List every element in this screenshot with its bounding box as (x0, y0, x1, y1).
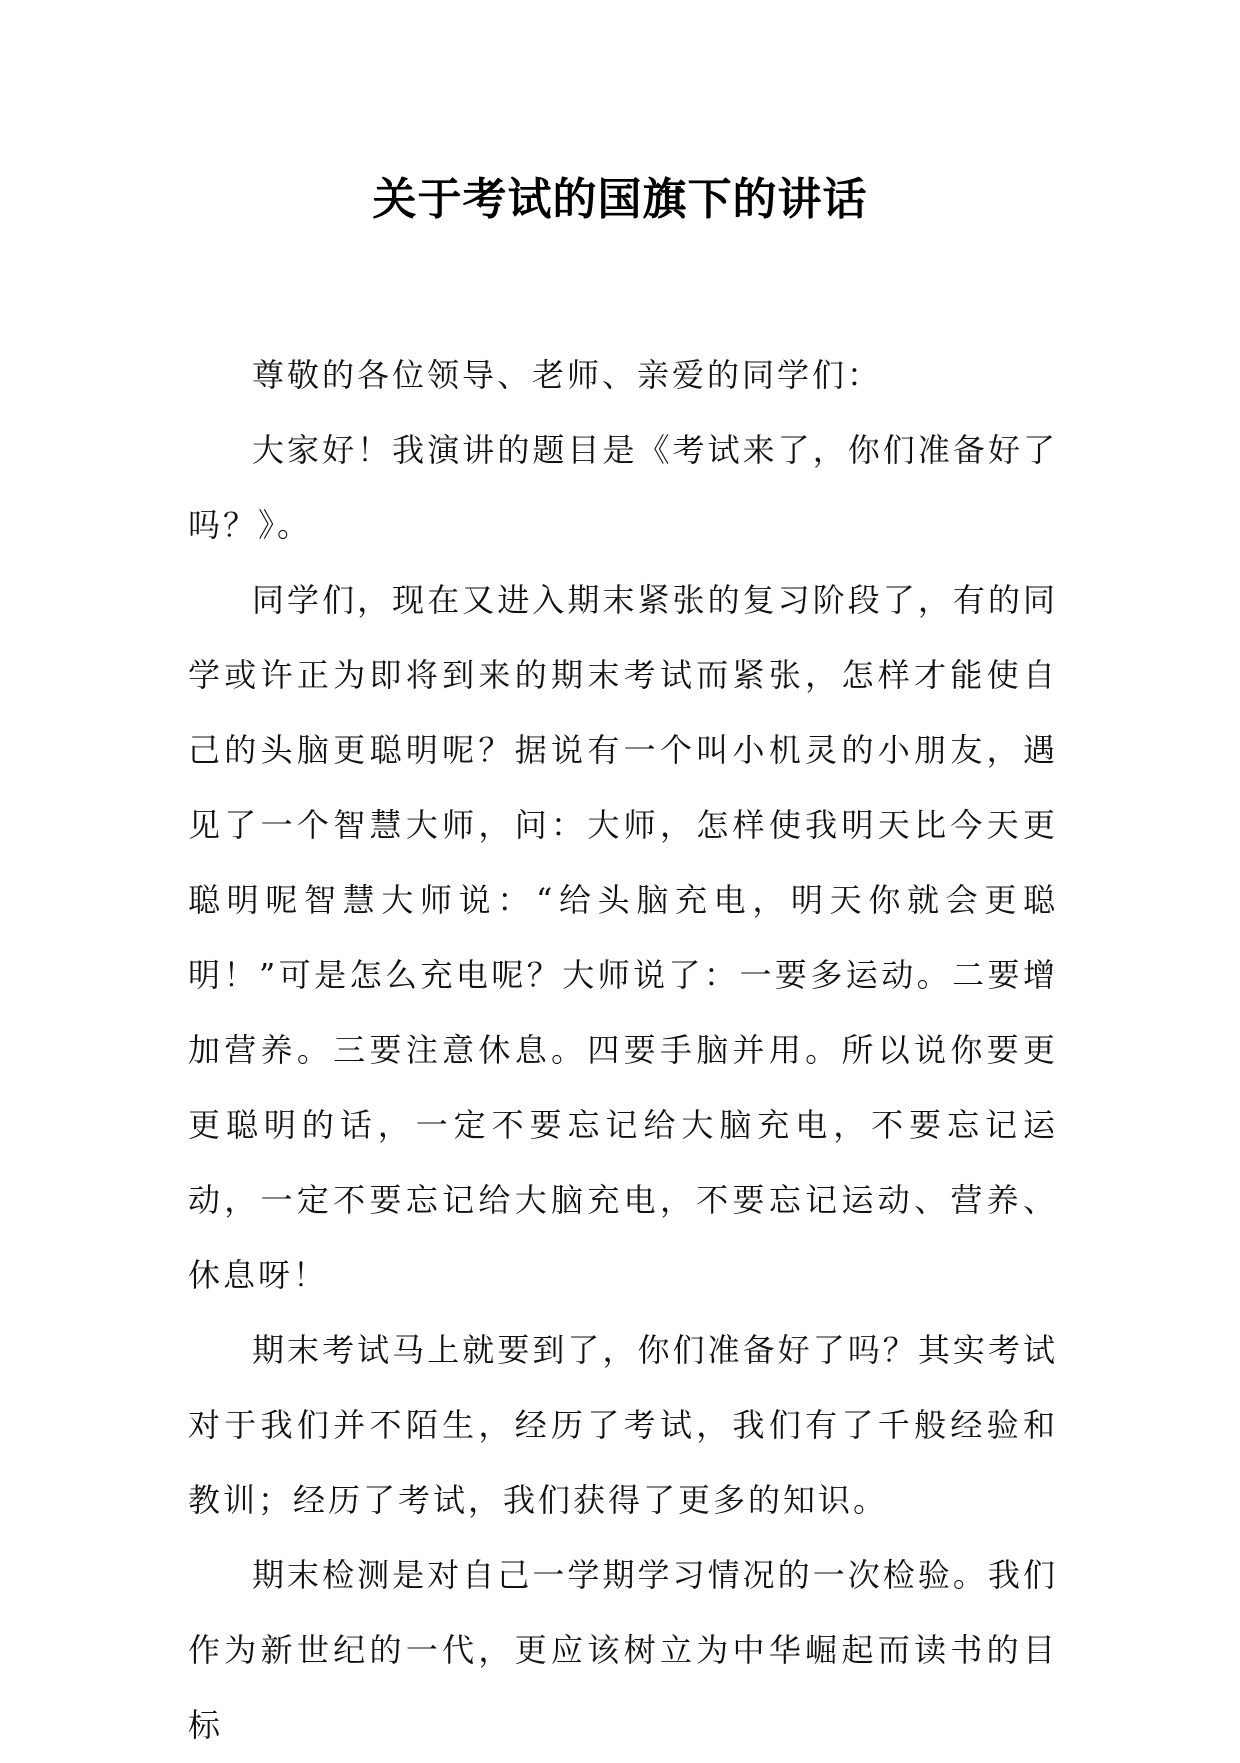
paragraph-exam-purpose: 期末检测是对自己一学期学习情况的一次检验。我们作为新世纪的一代，更应该树立为中华崛起而读书的目标 (188, 1556, 1058, 1744)
document-body (188, 338, 1058, 1763)
paragraph-greeting: 尊敬的各位领导、老师、亲爱的同学们： (252, 356, 883, 394)
paragraph-exam-preparation: 期末考试马上就要到了，你们准备好了吗？其实考试对于我们并不陌生，经历了考试，我们有了千般经验和教训；经历了考试，我们获得了更多的知识。 (188, 1331, 1058, 1519)
document-title: 关于考试的国旗下的讲话 (372, 174, 868, 225)
paragraph-intro: 大家好！我演讲的题目是《考试来了，你们准备好了吗？》。 (188, 431, 1058, 544)
paragraph-story: 同学们，现在又进入期末紧张的复习阶段了，有的同学或许正为即将到来的期末考试而紧张，怎样才能使自己的头脑更聪明呢？据说有一个叫小机灵的小朋友，遇见了一个智慧大师，问：大师，怎样使我明天比今天更聪明呢智慧大师说：“给头脑充电，明天你就会更聪明！”可是怎么充电呢？大师说了：一要多运动。二要增加营养。三要注意休息。四要手脑并用。所以说你要更更聪明的话，一定不要忘记给大脑充电，不要忘记运动，一定不要忘记给大脑充电，不要忘记运动、营养、休息呀！ (188, 581, 1058, 1294)
